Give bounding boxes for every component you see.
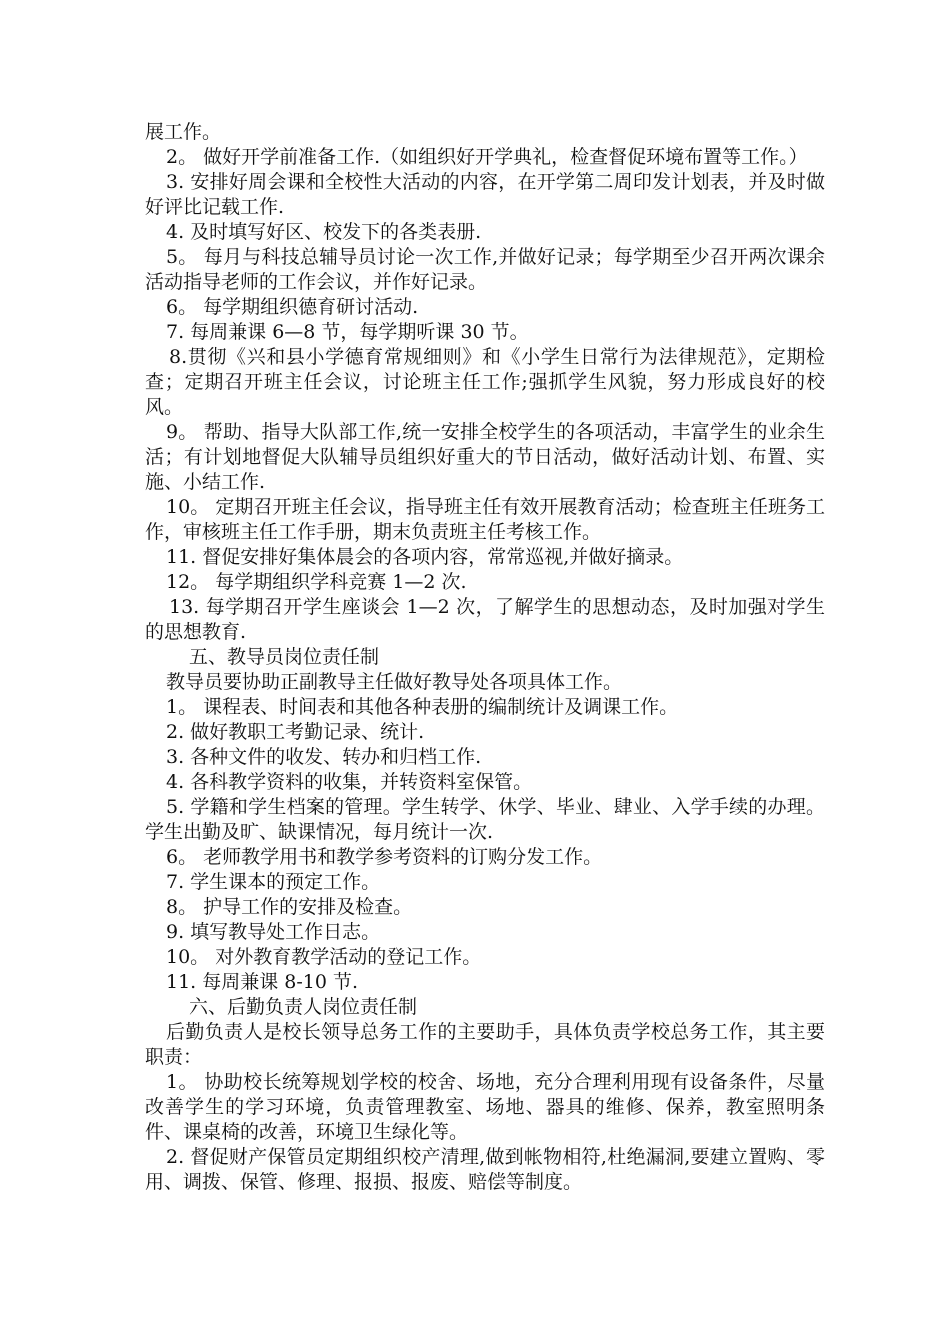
paragraph-item-2: 2。 做好开学前准备工作.（如组织好开学典礼，检查督促环境布置等工作。） bbox=[166, 146, 808, 168]
paragraph-s5-item-11: 11. 每周兼课 8-10 节. bbox=[166, 971, 359, 993]
paragraph-s6-item-1: 1。 协助校长统筹规划学校的校舍、场地，充分合理利用现有设备条件，尽量改善学生的学习环境，负责管理教室、场地、器具的维修、保养，教室照明条件、课桌椅的改善，环境卫生绿化等。 bbox=[145, 1071, 825, 1143]
paragraph-item-3: 3. 安排好周会课和全校性大活动的内容，在开学第二周印发计划表，并及时做好评比记载工作. bbox=[145, 171, 825, 218]
paragraph-item-7: 7. 每周兼课 6—8 节，每学期听课 30 节。 bbox=[166, 321, 529, 343]
paragraph-item-9: 9。 帮助、指导大队部工作,统一安排全校学生的各项活动，丰富学生的业余生活；有计划地督促大队辅导员组织好重大的节日活动，做好活动计划、布置、实施、小结工作. bbox=[145, 421, 825, 493]
paragraph-item-10: 10。 定期召开班主任会议，指导班主任有效开展教育活动；检查班主任班务工作，审核班主任工作手册，期末负责班主任考核工作。 bbox=[145, 496, 825, 543]
paragraph-s6-item-2: 2. 督促财产保管员定期组织校产清理,做到帐物相符,杜绝漏洞,要建立置购、零用、调拨、保管、修理、报损、报废、赔偿等制度。 bbox=[145, 1146, 825, 1193]
paragraph-s5-item-4: 4. 各科教学资料的收集，并转资料室保管。 bbox=[166, 771, 533, 793]
paragraph-s5-item-3: 3. 各种文件的收发、转办和归档工作. bbox=[166, 746, 482, 768]
paragraph-s5-item-1: 1。 课程表、时间表和其他各种表册的编制统计及调课工作。 bbox=[166, 696, 679, 718]
paragraph-s5-item-7: 7. 学生课本的预定工作。 bbox=[166, 871, 381, 893]
paragraph-s5-item-8: 8。 护导工作的安排及检查。 bbox=[166, 896, 413, 918]
section-heading-6: 六、后勤负责人岗位责任制 bbox=[189, 996, 418, 1018]
paragraph-intro-5: 教导员要协助正副教导主任做好教导处各项具体工作。 bbox=[166, 671, 623, 693]
paragraph-s5-item-6: 6。 老师教学用书和教学参考资料的订购分发工作。 bbox=[166, 846, 603, 868]
paragraph-item-8: 8.贯彻《兴和县小学德育常规细则》和《小学生日常行为法律规范》，定期检查；定期召开班主任会议，讨论班主任工作;强抓学生风貌，努力形成良好的校风。 bbox=[145, 346, 825, 418]
paragraph-item-5: 5。 每月与科技总辅导员讨论一次工作,并做好记录；每学期至少召开两次课余活动指导老师的工作会议，并作好记录。 bbox=[145, 246, 825, 293]
paragraph-item-11: 11. 督促安排好集体晨会的各项内容，常常巡视,并做好摘录。 bbox=[166, 546, 684, 568]
section-heading-5: 五、教导员岗位责任制 bbox=[189, 646, 380, 668]
paragraph-intro-6: 后勤负责人是校长领导总务工作的主要助手，具体负责学校总务工作，其主要职责： bbox=[145, 1021, 825, 1068]
paragraph-item-12: 12。 每学期组织学科竞赛 1—2 次. bbox=[166, 571, 467, 593]
paragraph-item-4: 4. 及时填写好区、校发下的各类表册. bbox=[166, 221, 482, 243]
paragraph-continuation: 展工作。 bbox=[145, 121, 222, 143]
paragraph-item-6: 6。 每学期组织德育研讨活动. bbox=[166, 296, 419, 318]
paragraph-s5-item-2: 2. 做好教职工考勤记录、统计. bbox=[166, 721, 425, 743]
paragraph-s5-item-10: 10。 对外教育教学活动的登记工作。 bbox=[166, 946, 482, 968]
paragraph-s5-item-5: 5. 学籍和学生档案的管理。学生转学、休学、毕业、肆业、入学手续的办理。学生出勤及旷、缺课情况，每月统计一次. bbox=[145, 796, 825, 843]
paragraph-item-13: 13. 每学期召开学生座谈会 1—2 次，了解学生的思想动态，及时加强对学生的思想教育. bbox=[145, 596, 825, 643]
document-body bbox=[145, 120, 825, 1195]
paragraph-s5-item-9: 9. 填写教导处工作日志。 bbox=[166, 921, 381, 943]
